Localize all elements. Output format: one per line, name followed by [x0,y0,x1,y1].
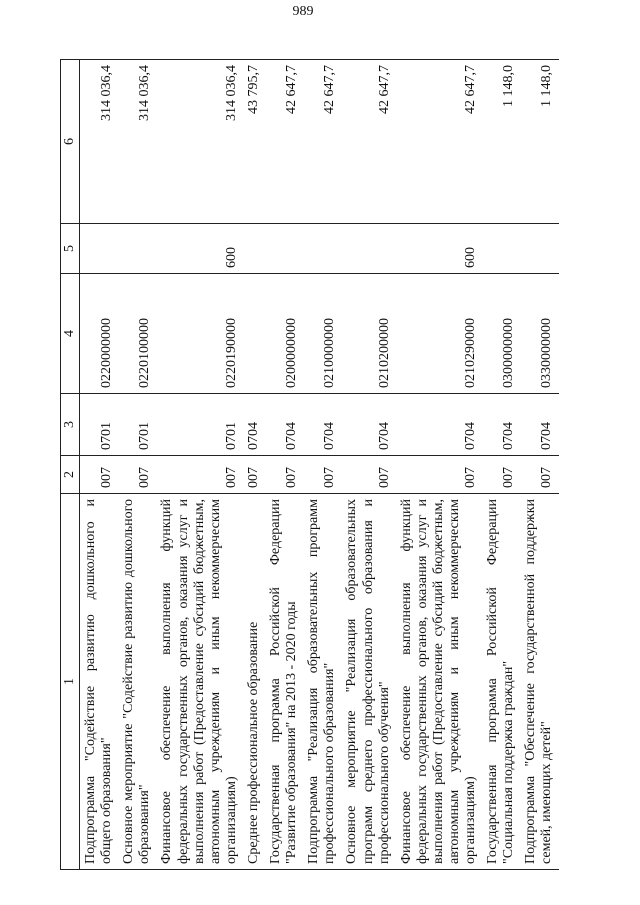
ministry-code: 007 [520,456,558,494]
ministry-code: 007 [482,456,520,494]
section-code: 0701 [80,394,119,456]
ministry-code: 007 [80,456,119,494]
amount-value: 43 795,7 [243,60,265,224]
row-description: Подпрограмма "Содействие развитию дошкольного и общего образования" [80,494,119,870]
column-header: 4 [61,274,80,394]
target-article-code: 0200000000 [265,274,303,394]
ministry-code: 007 [156,456,242,494]
section-code: 0704 [520,394,558,456]
amount-value: 42 647,7 [265,60,303,224]
column-header: 2 [61,456,80,494]
section-code: 0704 [265,394,303,456]
table-row [520,60,558,870]
target-article-code: 0300000000 [482,274,520,394]
expense-type-code [265,224,303,274]
row-description: Основное мероприятие "Содействие развитию дошкольного образования" [118,494,156,870]
table-header-row [61,60,80,870]
section-code: 0701 [118,394,156,456]
budget-table [60,59,559,870]
ministry-code: 007 [118,456,156,494]
table-row [341,60,395,870]
target-article-code: 0220190000 [156,274,242,394]
table-row [265,60,303,870]
section-code: 0704 [341,394,395,456]
table-row [482,60,520,870]
expense-type-code: 600 [156,224,242,274]
expense-type-code [520,224,558,274]
column-header: 1 [61,494,80,870]
page-number: 989 [292,4,314,19]
amount-value: 1 148,0 [520,60,558,224]
section-code: 0704 [482,394,520,456]
ministry-code: 007 [243,456,265,494]
row-description: Финансовое обеспечение выполнения функций федеральных государственных органов, оказания услуг и выполнения работ (Предоставление субсидий бюджетным, автономным учреждениям и иным некоммерческим организациям) [396,494,482,870]
table-row [303,60,341,870]
amount-value: 42 647,7 [341,60,395,224]
ministry-code: 007 [396,456,482,494]
expense-type-code [80,224,119,274]
target-article-code: 0220000000 [80,274,119,394]
row-description: Основное мероприятие "Реализация образовательных программ среднего профессионального образования и профессионального обучения" [341,494,395,870]
target-article-code: 0210290000 [396,274,482,394]
amount-value: 314 036,4 [118,60,156,224]
row-description: Государственная программа Российской Федерации "Социальная поддержка граждан" [482,494,520,870]
expense-type-code: 600 [396,224,482,274]
amount-value: 314 036,4 [80,60,119,224]
row-description: Подпрограмма "Обеспечение государственной поддержки семей, имеющих детей" [520,494,558,870]
section-code: 0704 [243,394,265,456]
row-description: Среднее профессиональное образование [243,494,265,870]
expense-type-code [243,224,265,274]
ministry-code: 007 [265,456,303,494]
table-row [80,60,119,870]
ministry-code: 007 [303,456,341,494]
expense-type-code [118,224,156,274]
section-code: 0704 [396,394,482,456]
expense-type-code [303,224,341,274]
section-code: 0701 [156,394,242,456]
target-article-code: 0210200000 [341,274,395,394]
column-header: 6 [61,60,80,224]
target-article-code [243,274,265,394]
table-row [396,60,482,870]
column-header: 5 [61,224,80,274]
table-row [118,60,156,870]
row-description: Финансовое обеспечение выполнения функций федеральных государственных органов, оказания услуг и выполнения работ (Предоставление субсидий бюджетным, автономным учреждениям и иным некоммерческим организациям) [156,494,242,870]
amount-value: 1 148,0 [482,60,520,224]
amount-value: 314 036,4 [156,60,242,224]
expense-type-code [482,224,520,274]
rotated-page-content [60,40,640,870]
target-article-code: 0220100000 [118,274,156,394]
row-description: Подпрограмма "Реализация образовательных программ профессионального образования" [303,494,341,870]
ministry-code: 007 [341,456,395,494]
table-body [80,60,559,870]
amount-value: 42 647,7 [396,60,482,224]
target-article-code: 0210000000 [303,274,341,394]
column-header: 3 [61,394,80,456]
table-row [243,60,265,870]
expense-type-code [341,224,395,274]
section-code: 0704 [303,394,341,456]
amount-value: 42 647,7 [303,60,341,224]
target-article-code: 0330000000 [520,274,558,394]
table-row [156,60,242,870]
row-description: Государственная программа Российской Федерации "Развитие образования" на 2013 - 2020 годы [265,494,303,870]
